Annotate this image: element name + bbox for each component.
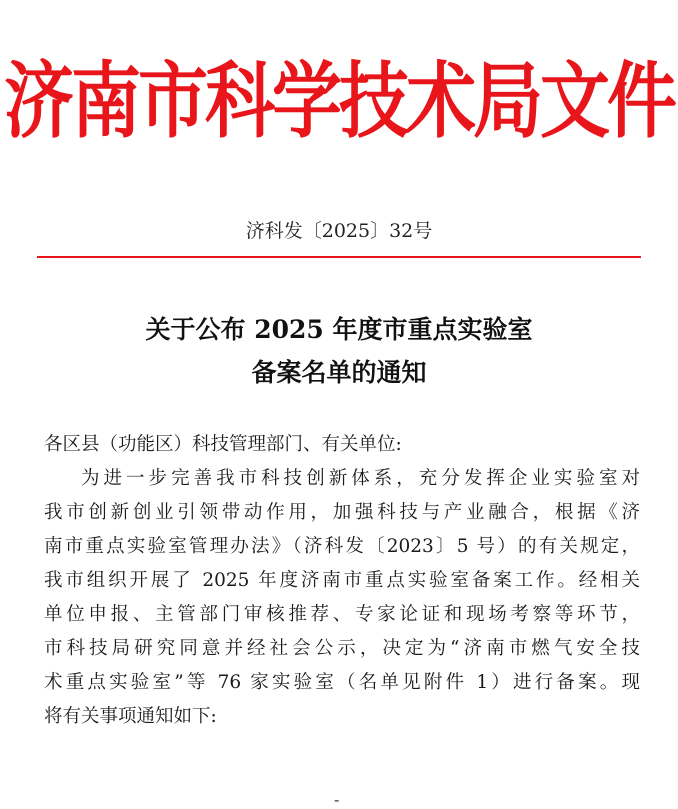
header-red-divider xyxy=(37,256,641,258)
body-line: 单位申报、主管部门审核推荐、专家论证和现场考察等环节， xyxy=(44,604,640,625)
body-line: 术重点实验室”等 76 家实验室（名单见附件 1）进行备案。现 xyxy=(44,672,640,693)
issuer-header: 济南市科学技术局文件 xyxy=(4,51,674,150)
body-line: 将有关事项通知如下: xyxy=(44,706,217,727)
document-number: 济科发〔2025〕32号 xyxy=(245,220,433,242)
body-line: 南市重点实验室管理办法》（济科发〔2023〕5 号）的有关规定， xyxy=(44,536,640,557)
body-line: 市科技局研究同意并经社会公示，决定为“济南市燃气安全技 xyxy=(44,638,640,659)
document-title-line-1: 关于公布 2025 年度市重点实验室 xyxy=(145,315,533,344)
body-line: 为进一步完善我市科技创新体系，充分发挥企业实验室对 xyxy=(81,468,640,489)
document-body xyxy=(44,428,640,734)
document-title-line-2: 备案名单的通知 xyxy=(251,358,427,387)
salutation: 各区县（功能区）科技管理部门、有关单位: xyxy=(44,434,402,455)
page-number-mark: - xyxy=(334,790,340,809)
body-line: 我市创新创业引领带动作用，加强科技与产业融合，根据《济 xyxy=(44,502,640,523)
body-line: 我市组织开展了 2025 年度济南市重点实验室备案工作。经相关 xyxy=(44,570,640,591)
